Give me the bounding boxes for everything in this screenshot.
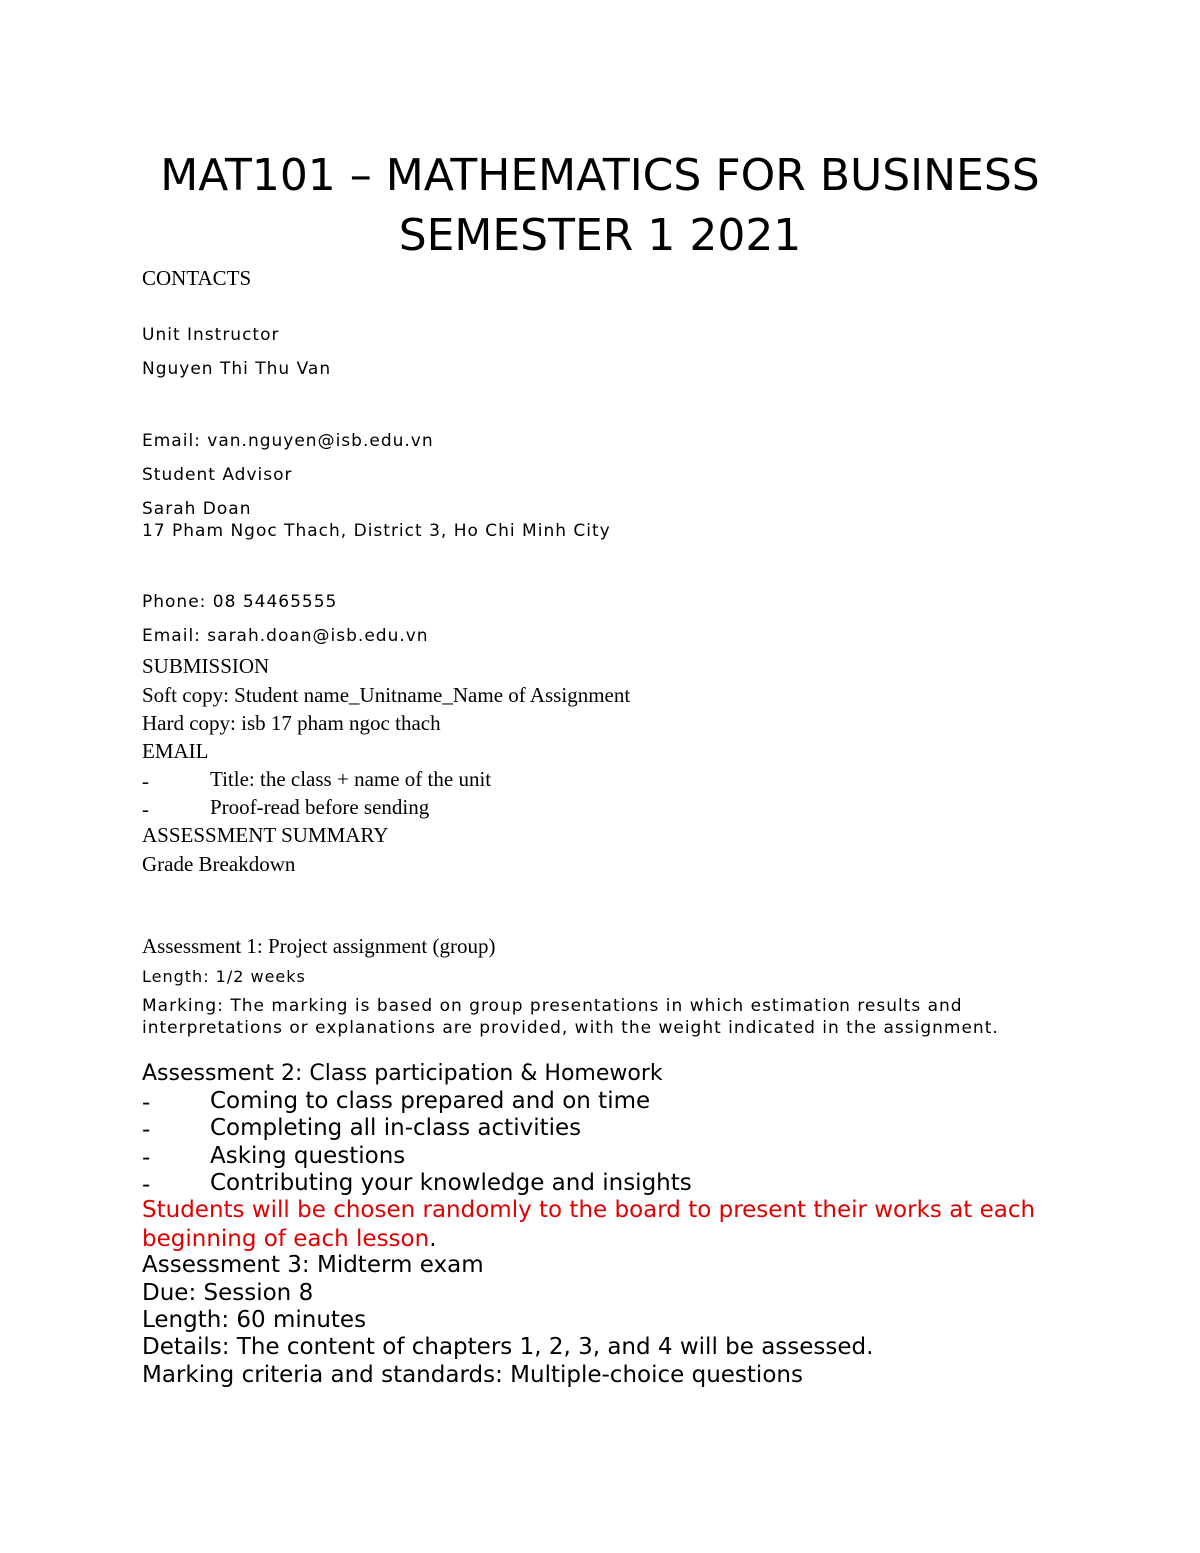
assessment-summary-heading: ASSESSMENT SUMMARY	[142, 823, 389, 847]
submission-heading: SUBMISSION	[142, 654, 270, 678]
assessment3-title: Assessment 3: Midterm exam	[142, 1252, 484, 1278]
advisor-label: Student Advisor	[142, 465, 293, 485]
instructor-email: Email: van.nguyen@isb.edu.vn	[142, 431, 434, 451]
email-item-text: Proof-read before sending	[210, 795, 430, 819]
submission-soft-copy: Soft copy: Student name_Unitname_Name of Assignment	[142, 683, 631, 707]
bullet-dash: -	[142, 1117, 151, 1143]
assessment2-note-text: Students will be chosen randomly to the board to present their works at each beginning of each lesson	[142, 1197, 1036, 1252]
advisor-name: Sarah Doan	[142, 499, 252, 519]
assessment1-title: Assessment 1: Project assignment (group)	[142, 934, 496, 958]
bullet-dash: -	[142, 769, 149, 793]
grade-breakdown-heading: Grade Breakdown	[142, 852, 296, 876]
assessment2-item-text: Coming to class prepared and on time	[210, 1088, 651, 1114]
bullet-dash: -	[142, 1145, 151, 1171]
page-title-line2: SEMESTER 1 2021	[398, 210, 802, 261]
bullet-dash: -	[142, 797, 149, 821]
assessment3-length: Length: 60 minutes	[142, 1307, 367, 1333]
advisor-email: Email: sarah.doan@isb.edu.vn	[142, 626, 429, 646]
page-title-line1: MAT101 – MATHEMATICS FOR BUSINESS	[160, 150, 1040, 201]
assessment2-item-text: Contributing your knowledge and insights	[210, 1170, 692, 1196]
assessment3-marking: Marking criteria and standards: Multiple-choice questions	[142, 1362, 803, 1388]
advisor-address: 17 Pham Ngoc Thach, District 3, Ho Chi Minh City	[142, 521, 611, 541]
assessment1-marking: Marking: The marking is based on group presentations in which estimation results and interpretations or explanations are provided, with the weight indicated in the assignment.	[142, 996, 999, 1038]
instructor-name: Nguyen Thi Thu Van	[142, 359, 332, 379]
assessment3-due: Due: Session 8	[142, 1280, 314, 1306]
assessment2-note	[142, 1196, 1072, 1254]
assessment2-item-text: Completing all in-class activities	[210, 1115, 582, 1141]
submission-hard-copy: Hard copy: isb 17 pham ngoc thach	[142, 711, 441, 735]
advisor-phone: Phone: 08 54465555	[142, 592, 338, 612]
bullet-dash: -	[142, 1090, 151, 1116]
assessment2-note-period: .	[429, 1226, 437, 1252]
contacts-heading: CONTACTS	[142, 266, 252, 290]
email-item-text: Title: the class + name of the unit	[210, 767, 492, 791]
assessment1-length: Length: 1/2 weeks	[142, 967, 306, 986]
assessment2-item-text: Asking questions	[210, 1143, 406, 1169]
assessment2-title: Assessment 2: Class participation & Homework	[142, 1061, 663, 1086]
email-heading: EMAIL	[142, 739, 209, 763]
bullet-dash: -	[142, 1172, 151, 1198]
instructor-label: Unit Instructor	[142, 325, 280, 345]
assessment3-details: Details: The content of chapters 1, 2, 3, and 4 will be assessed.	[142, 1334, 874, 1360]
